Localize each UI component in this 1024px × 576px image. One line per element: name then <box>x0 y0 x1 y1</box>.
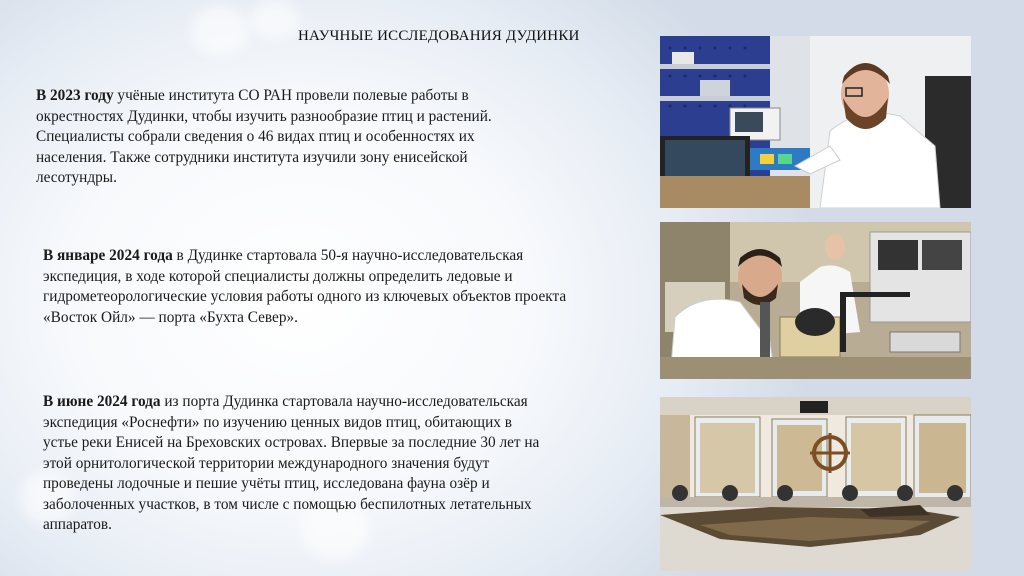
paragraph-january-2024 <box>43 246 583 328</box>
paragraph-text: учёные института СО РАН провели полевые работы в окрестностях Дудинки, чтобы изучить разнообразие птиц и растений. Специалисты собрали сведения о 46 видах птиц и особенностях их населения. Также сотрудники института изучили зону енисейской лесотундры. <box>36 87 492 186</box>
bokeh-decoration <box>250 0 300 40</box>
paragraph-lead: В январе 2024 года <box>43 247 173 264</box>
paragraph-june-2024 <box>43 392 543 536</box>
bokeh-decoration <box>190 6 250 56</box>
paragraph-lead: В 2023 году <box>36 87 114 104</box>
paragraph-2023 <box>36 86 536 189</box>
paragraph-lead: В июне 2024 года <box>43 393 161 410</box>
paragraph-text: в Дудинке стартовала 50-я научно-исследовательская экспедиция, в ходе которой специалисты должны определить ледовые и гидрометеорологические условия работы одного из ключевых объектов проекта «Восток Ойл» — порта «Бухта Север». <box>43 247 567 326</box>
photo-museum-exhibit <box>660 397 971 571</box>
slide-title: НАУЧНЫЕ ИССЛЕДОВАНИЯ ДУДИНКИ <box>298 28 580 44</box>
paragraph-text: из порта Дудинка стартовала научно-исследовательская экспедиция «Роснефти» по изучению ценных видов птиц, обитающих в устье реки Енисей на Бреховских островах. Впервые за последние 30 лет на этой орнитологической территории международного значения будут проведены лодочные и пешие учёты птиц, исследована фауна озёр и заболоченных участков, в том числе с помощью беспилотных летательных аппаратов. <box>43 393 540 533</box>
photo-lab-researcher-microscope <box>660 222 971 379</box>
photo-lab-researcher-soldering <box>660 36 971 208</box>
